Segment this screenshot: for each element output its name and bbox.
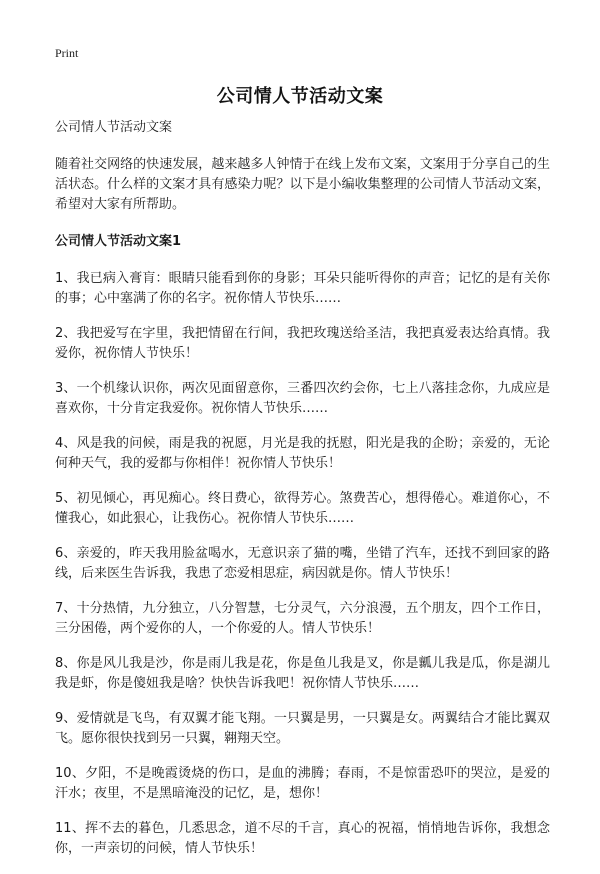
page-title: 公司情人节活动文案 bbox=[216, 86, 384, 107]
print-label[interactable]: Print bbox=[55, 46, 79, 60]
document-body bbox=[55, 118, 550, 874]
list-item: 9、爱情就是飞鸟，有双翼才能飞翔。一只翼是男，一只翼是女。两翼结合才能比翼双飞。愿你很快找到另一只翼，翱翔天空。 bbox=[55, 711, 550, 746]
list-item: 11、挥不去的暮色，几悉思念，道不尽的千言，真心的祝福，悄悄地告诉你，我想念你，一声亲切的问候，情人节快乐！ bbox=[55, 821, 550, 856]
section-heading: 公司情人节活动文案1 bbox=[55, 234, 182, 249]
intro-paragraph: 随着社交网络的快速发展，越来越多人钟情于在线上发布文案，文案用于分享自己的生活状态。什么样的文案才具有感染力呢？以下是小编收集整理的公司情人节活动文案，希望对大家有所帮助。 bbox=[55, 157, 550, 212]
list-item: 3、一个机缘认识你，两次见面留意你，三番四次约会你，七上八落挂念你，九成应是喜欢你，十分肯定我爱你。祝你情人节快乐…… bbox=[55, 381, 550, 416]
list-item: 6、亲爱的，昨天我用脸盆喝水，无意识亲了猫的嘴，坐错了汽车，还找不到回家的路线，后来医生告诉我，我患了恋爱相思症，病因就是你。情人节快乐！ bbox=[55, 546, 550, 581]
list-item: 5、初见倾心，再见痴心。终日费心，欲得芳心。煞费苦心，想得倦心。难道你心，不懂我心，如此狠心，让我伤心。祝你情人节快乐…… bbox=[55, 491, 550, 526]
list-item: 2、我把爱写在字里，我把情留在行间，我把玫瑰送给圣洁，我把真爱表达给真情。我爱你，祝你情人节快乐！ bbox=[55, 326, 550, 361]
list-item: 10、夕阳，不是晚霞烫烧的伤口，是血的沸腾；春雨，不是惊雷恐吓的哭泣，是爱的汗水；夜里，不是黑暗淹没的记忆，是，想你！ bbox=[55, 766, 550, 801]
list-item: 1、我已病入膏肓：眼睛只能看到你的身影；耳朵只能听得你的声音；记忆的是有关你的事；心中塞满了你的名字。祝你情人节快乐…… bbox=[55, 271, 550, 306]
list-item: 7、十分热情，九分独立，八分智慧，七分灵气，六分浪漫，五个朋友，四个工作日，三分困倦，两个爱你的人，一个你爱的人。情人节快乐！ bbox=[55, 601, 550, 636]
list-item: 4、风是我的问候，雨是我的祝愿，月光是我的抚慰，阳光是我的企盼；亲爱的，无论何种天气，我的爱都与你相伴！祝你情人节快乐！ bbox=[55, 436, 550, 471]
list-item: 8、你是风儿我是沙，你是雨儿我是花，你是鱼儿我是叉，你是瓤儿我是瓜，你是湖儿我是虾，你是傻妞我是啥？快快告诉我吧！祝你情人节快乐…… bbox=[55, 656, 550, 691]
document-subtitle: 公司情人节活动文案 bbox=[55, 120, 173, 135]
